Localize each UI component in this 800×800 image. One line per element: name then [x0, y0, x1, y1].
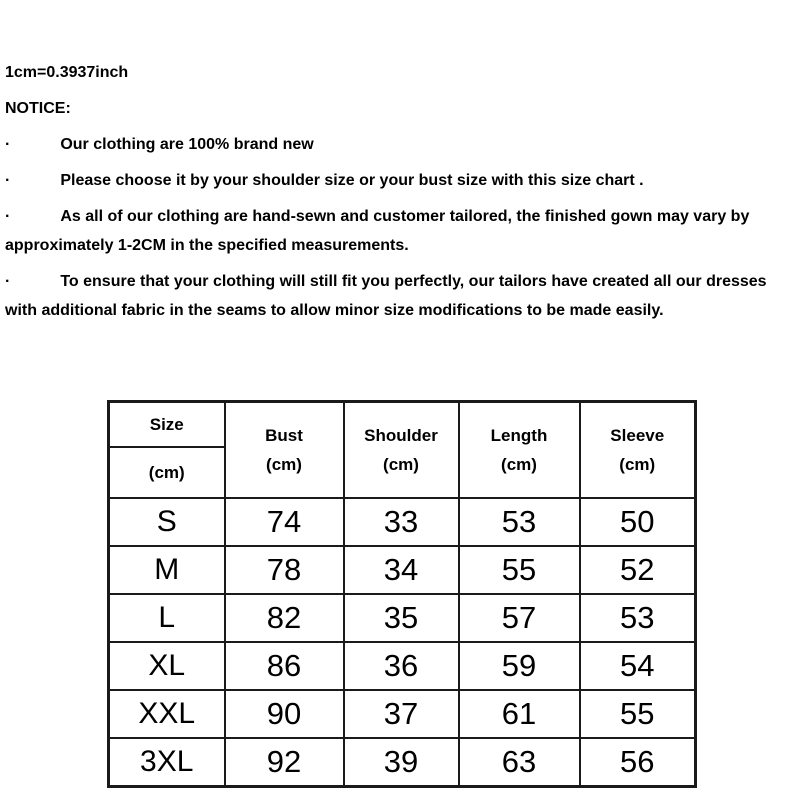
note-item-2	[5, 166, 770, 195]
cell-bust: 74	[225, 498, 344, 546]
note-text: Please choose it by your shoulder size or your bust size with this size chart .	[60, 172, 644, 189]
table-row-m	[109, 546, 696, 594]
note-text: To ensure that your clothing will still fit you perfectly, our tailors have created all our dresses with additional fabric in the seams to allow minor size modifications to be made easily.	[5, 273, 767, 319]
cell-size: M	[109, 546, 225, 594]
cell-bust: 92	[225, 738, 344, 787]
bullet-dot: ·	[5, 136, 11, 153]
cell-sleeve: 54	[580, 642, 696, 690]
header-sleeve	[580, 402, 696, 499]
size-chart-table	[107, 400, 697, 788]
header-length-label: Length	[490, 426, 548, 445]
header-length-unit: (cm)	[501, 455, 537, 474]
conversion-note: 1cm=0.3937inch	[5, 64, 129, 81]
cell-length: 55	[459, 546, 580, 594]
cell-bust: 78	[225, 546, 344, 594]
header-size-unit: (cm)	[109, 447, 225, 498]
header-shoulder	[344, 402, 459, 499]
table-row-xxl	[109, 690, 696, 738]
bullet-dot: ·	[5, 172, 11, 189]
table-row-xl	[109, 642, 696, 690]
cell-bust: 82	[225, 594, 344, 642]
header-bust-label: Bust	[265, 426, 303, 445]
header-sleeve-unit: (cm)	[619, 455, 656, 474]
cell-shoulder: 33	[344, 498, 459, 546]
cell-shoulder: 35	[344, 594, 459, 642]
notice-text-block	[5, 58, 786, 332]
header-bust-unit: (cm)	[266, 455, 302, 474]
cell-length: 63	[459, 738, 580, 787]
bullet-dot: ·	[5, 273, 11, 290]
cell-bust: 86	[225, 642, 344, 690]
note-item-3	[5, 202, 770, 260]
cell-shoulder: 36	[344, 642, 459, 690]
cell-sleeve: 52	[580, 546, 696, 594]
note-item-1	[5, 130, 770, 159]
header-sleeve-label: Sleeve	[610, 426, 665, 445]
cell-length: 59	[459, 642, 580, 690]
cell-size: S	[109, 498, 225, 546]
cell-size: XXL	[109, 690, 225, 738]
cell-sleeve: 53	[580, 594, 696, 642]
header-shoulder-label: Shoulder	[364, 426, 438, 445]
header-bust	[225, 402, 344, 499]
cell-shoulder: 34	[344, 546, 459, 594]
cell-size: L	[109, 594, 225, 642]
header-row-top	[109, 402, 696, 448]
cell-sleeve: 55	[580, 690, 696, 738]
note-item-4	[5, 267, 793, 325]
cell-length: 61	[459, 690, 580, 738]
cell-sleeve: 50	[580, 498, 696, 546]
note-text: As all of our clothing are hand-sewn and customer tailored, the finished gown may vary by approximately 1-2CM in the specified measurements.	[5, 208, 750, 254]
header-length	[459, 402, 580, 499]
cell-bust: 90	[225, 690, 344, 738]
note-text: Our clothing are 100% brand new	[60, 136, 314, 153]
cell-length: 57	[459, 594, 580, 642]
cell-size: XL	[109, 642, 225, 690]
table-row-3xl	[109, 738, 696, 787]
cell-shoulder: 39	[344, 738, 459, 787]
bullet-dot: ·	[5, 208, 11, 225]
cell-sleeve: 56	[580, 738, 696, 787]
header-size-label: Size	[109, 402, 225, 448]
size-chart-container	[107, 400, 697, 788]
cell-length: 53	[459, 498, 580, 546]
cell-size: 3XL	[109, 738, 225, 787]
notice-heading: NOTICE:	[5, 100, 71, 117]
table-row-l	[109, 594, 696, 642]
cell-shoulder: 37	[344, 690, 459, 738]
header-shoulder-unit: (cm)	[383, 455, 419, 474]
table-row-s	[109, 498, 696, 546]
